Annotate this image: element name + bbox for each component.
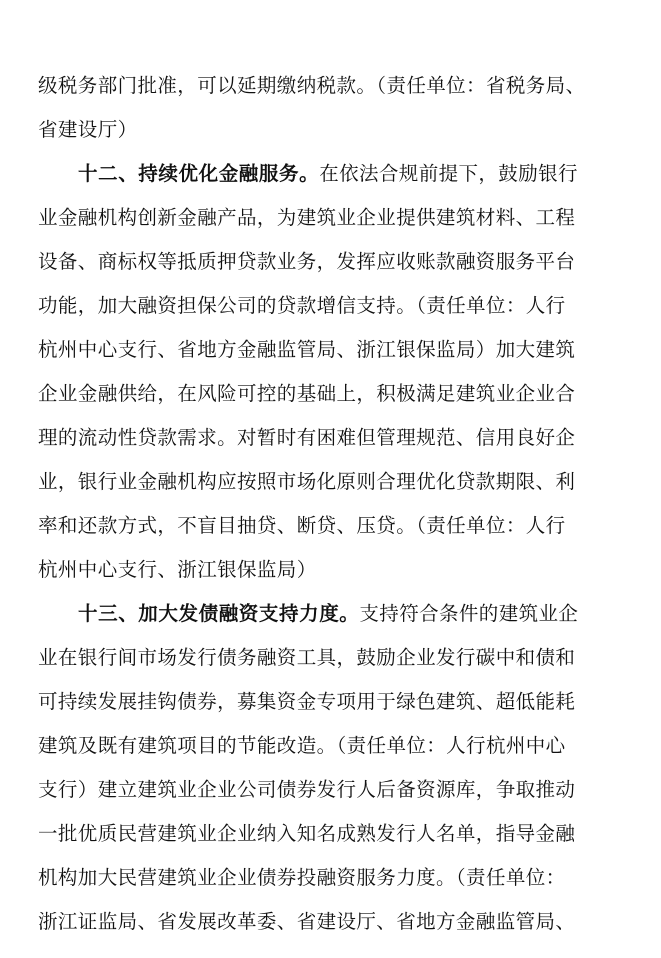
text-line: 可持续发展挂钩债券，募集资金专项用于绿色建筑、超低能耗 [38, 690, 576, 713]
text-line: 机构加大民营建筑业企业债券投融资服务力度。（责任单位： [38, 866, 566, 889]
text-line: 设备、商标权等抵质押贷款业务，发挥应收账款融资服务平台 [38, 250, 576, 273]
text-line: 功能，加大融资担保公司的贷款增信支持。（责任单位：人行 [38, 294, 566, 317]
text-line: 杭州中心支行、省地方金融监管局、浙江银保监局）加大建筑 [38, 338, 576, 361]
text-run: 在依法合规前提下，鼓励银行 [319, 162, 578, 185]
section-heading-line [78, 152, 623, 196]
text-line: 省建设厅） [38, 118, 138, 141]
text-line: 业金融机构创新金融产品，为建筑业企业提供建筑材料、工程 [38, 206, 576, 229]
text-line: 浙江证监局、省发展改革委、省建设厅、省地方金融监管局、 [38, 910, 576, 933]
text-line: 建筑及既有建筑项目的节能改造。（责任单位：人行杭州中心 [38, 734, 566, 757]
text-line: 业，银行业金融机构应按照市场化原则合理优化贷款期限、利 [38, 470, 576, 493]
section-heading-13: 十三、加大发债融资支持力度。 [78, 602, 360, 625]
text-line: 级税务部门批准，可以延期缴纳税款。（责任单位：省税务局、 [38, 74, 586, 97]
text-line: 率和还款方式，不盲目抽贷、断贷、压贷。（责任单位：人行 [38, 514, 566, 537]
section-heading-line [78, 592, 623, 636]
text-line: 支行）建立建筑业企业公司债券发行人后备资源库，争取推动 [38, 778, 576, 801]
text-line: 一批优质民营建筑业企业纳入知名成熟发行人名单，指导金融 [38, 822, 576, 845]
text-line: 理的流动性贷款需求。对暂时有困难但管理规范、信用良好企 [38, 426, 576, 449]
section-heading-12: 十二、持续优化金融服务。 [78, 162, 320, 185]
text-line: 业在银行间市场发行债务融资工具，鼓励企业发行碳中和债和 [38, 646, 576, 669]
text-run: 支持符合条件的建筑业企 [359, 602, 579, 625]
text-line: 杭州中心支行、浙江银保监局） [38, 558, 317, 581]
text-line: 企业金融供给，在风险可控的基础上，积极满足建筑业企业合 [38, 382, 576, 405]
